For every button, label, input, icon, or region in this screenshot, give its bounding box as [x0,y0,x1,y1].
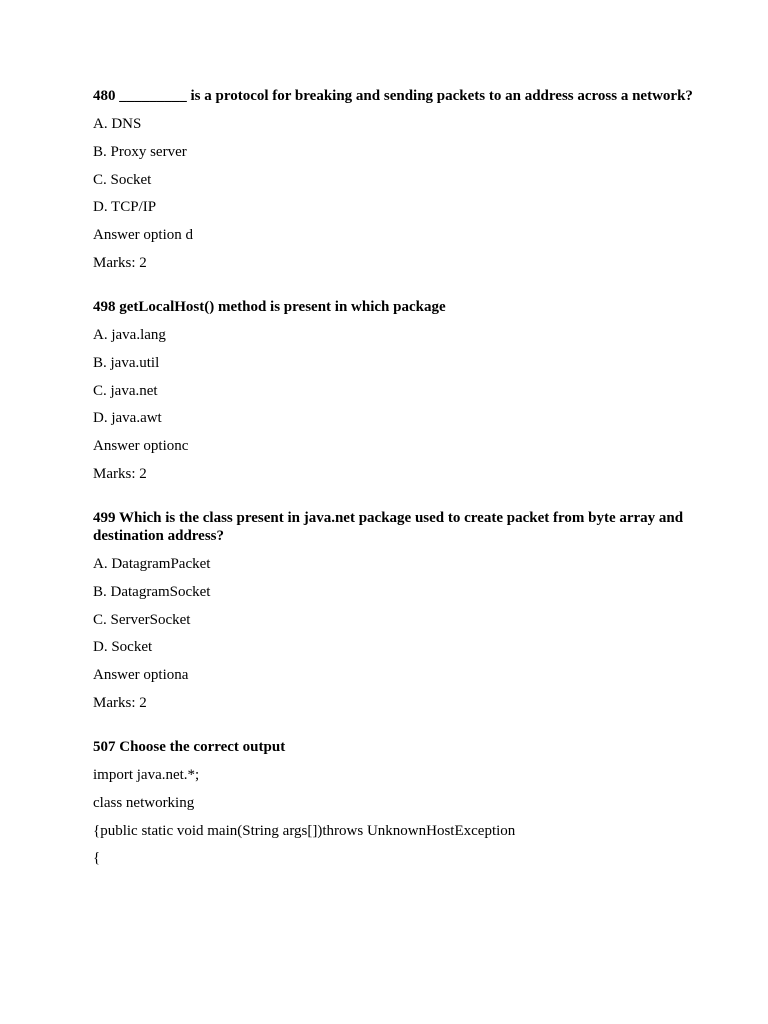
question-title: 498 getLocalHost() method is present in which package [93,298,446,315]
answer-line: Answer optiona [93,667,189,684]
question-480 [93,87,693,272]
question-507 [93,738,693,867]
code-line: import java.net.*; [93,766,200,783]
question-title: 480 _________ is a protocol for breaking and sending packets to an address across a network? [93,88,693,104]
option-a: A. java.lang [93,326,166,343]
document-page [93,87,693,893]
option-b: B. DatagramSocket [93,583,211,600]
question-title: 507 Choose the correct output [93,738,286,755]
option-d: D. java.awt [93,410,162,427]
code-line: { [93,850,101,867]
code-line: class networking [93,794,195,811]
marks-line: Marks: 2 [93,694,147,711]
question-498 [93,298,693,483]
option-d: D. TCP/IP [93,199,157,216]
answer-line: Answer optionc [93,438,189,455]
answer-line: Answer option d [93,227,193,244]
marks-line: Marks: 2 [93,254,147,271]
option-d: D. Socket [93,639,153,656]
option-b: B. java.util [93,354,160,371]
option-a: A. DNS [93,116,142,132]
option-a: A. DatagramPacket [93,555,211,572]
code-line: {public static void main(String args[])throws UnknownHostException [93,822,516,839]
marks-line: Marks: 2 [93,465,147,482]
option-c: C. java.net [93,382,158,399]
question-499 [93,509,693,712]
option-b: B. Proxy server [93,143,187,160]
option-c: C. Socket [93,171,152,188]
question-title: 499 Which is the class present in java.net package used to create packet from byte array and destination address? [93,509,684,544]
option-c: C. ServerSocket [93,611,191,628]
